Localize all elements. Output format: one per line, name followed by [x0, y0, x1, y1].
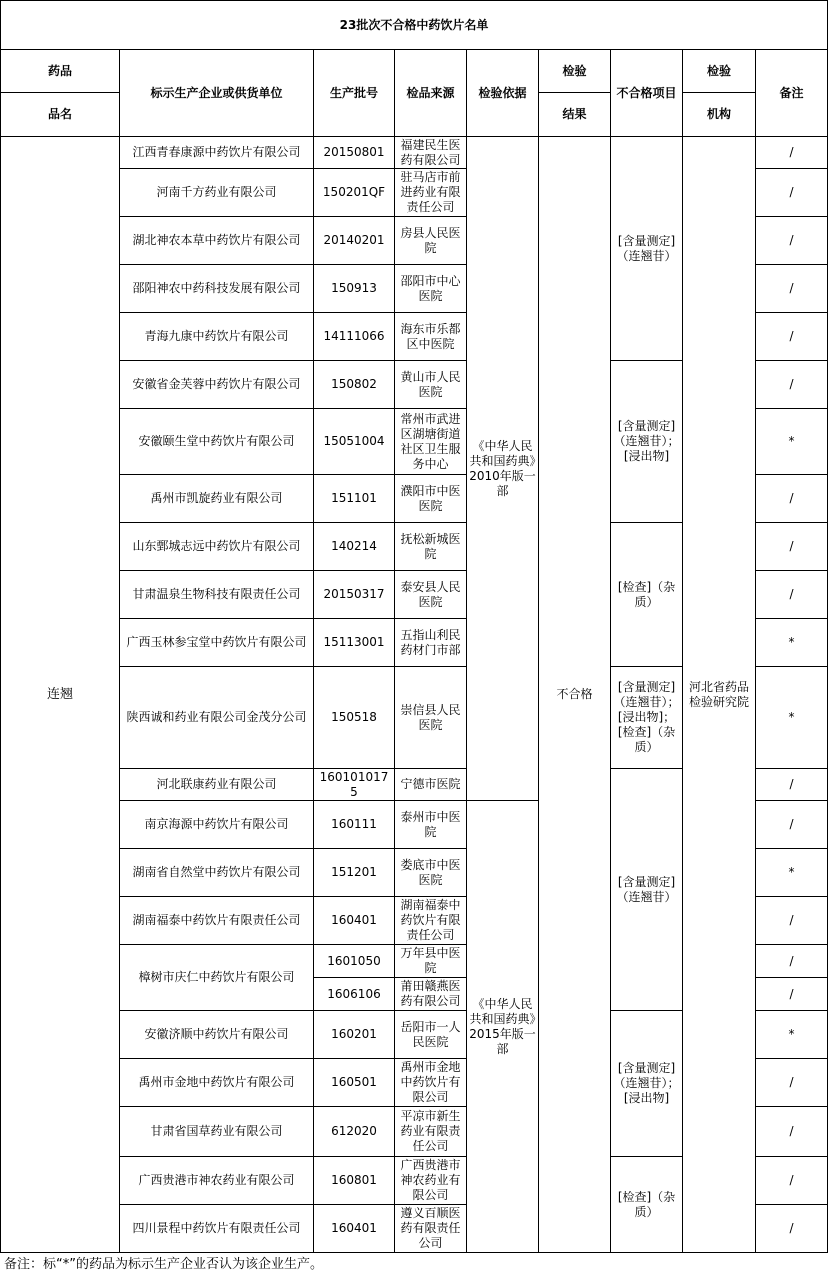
remark-cell: / [756, 475, 828, 523]
remark-cell: / [756, 1107, 828, 1157]
source-cell: 湖南福泰中药饮片有限责任公司 [395, 897, 467, 945]
source-cell: 宁德市医院 [395, 769, 467, 801]
batch-cell: 150802 [314, 361, 395, 409]
source-cell: 遵义百顺医药有限责任公司 [395, 1205, 467, 1253]
company-cell: 甘肃温泉生物科技有限责任公司 [120, 571, 314, 619]
header-org-top: 检验 [683, 50, 756, 93]
remark-cell: / [756, 1059, 828, 1107]
source-cell: 五指山利民药材门市部 [395, 619, 467, 667]
remark-cell: / [756, 897, 828, 945]
basis-2015-cell: 《中华人民共和国药典》2015年版一部 [467, 801, 539, 1253]
batch-cell: 14111066 [314, 313, 395, 361]
batch-cell: 151101 [314, 475, 395, 523]
source-cell: 泰州市中医院 [395, 801, 467, 849]
source-cell: 常州市武进区湖塘街道社区卫生服务中心 [395, 409, 467, 475]
batch-cell: 160801 [314, 1157, 395, 1205]
source-cell: 房县人民医院 [395, 217, 467, 265]
remark-cell: * [756, 1011, 828, 1059]
remark-cell: * [756, 849, 828, 897]
header-drug-bottom: 品名 [1, 93, 120, 137]
remark-cell: / [756, 217, 828, 265]
items-cell: [含量测定]（连翘苷）；[浸出物] [611, 1011, 683, 1157]
items-cell: [检查]（杂质） [611, 1157, 683, 1253]
header-source: 检品来源 [395, 50, 467, 137]
items-cell: [检查]（杂质） [611, 523, 683, 667]
remark-cell: / [756, 1205, 828, 1253]
header-items: 不合格项目 [611, 50, 683, 137]
remark-cell: / [756, 523, 828, 571]
company-cell: 江西青春康源中药饮片有限公司 [120, 137, 314, 169]
source-cell: 福建民生医药有限公司 [395, 137, 467, 169]
batch-cell: 160401 [314, 1205, 395, 1253]
remark-cell: / [756, 265, 828, 313]
result-cell: 不合格 [539, 137, 611, 1253]
source-cell: 海东市乐都区中医院 [395, 313, 467, 361]
company-cell: 河北联康药业有限公司 [120, 769, 314, 801]
header-result-bottom: 结果 [539, 93, 611, 137]
remark-cell: / [756, 1157, 828, 1205]
source-cell: 广西贵港市神农药业有限公司 [395, 1157, 467, 1205]
company-cell: 四川景程中药饮片有限责任公司 [120, 1205, 314, 1253]
items-cell: [含量测定]（连翘苷） [611, 769, 683, 1011]
org-cell: 河北省药品检验研究院 [683, 137, 756, 1253]
header-drug-top: 药品 [1, 50, 120, 93]
remark-cell: / [756, 361, 828, 409]
remark-cell: / [756, 571, 828, 619]
batch-cell: 20150317 [314, 571, 395, 619]
remark-cell: / [756, 945, 828, 978]
batch-cell: 15113001 [314, 619, 395, 667]
company-cell: 禹州市凯旋药业有限公司 [120, 475, 314, 523]
header-org-bottom: 机构 [683, 93, 756, 137]
header-batch: 生产批号 [314, 50, 395, 137]
batch-cell: 160401 [314, 897, 395, 945]
company-cell: 广西玉林参宝堂中药饮片有限公司 [120, 619, 314, 667]
source-cell: 岳阳市一人民医院 [395, 1011, 467, 1059]
batch-cell: 20150801 [314, 137, 395, 169]
drug-name-cell: 连翘 [1, 137, 120, 1253]
remark-cell: / [756, 169, 828, 217]
batch-cell: 1601010175 [314, 769, 395, 801]
batch-cell: 1601050 [314, 945, 395, 978]
source-cell: 驻马店市前进药业有限责任公司 [395, 169, 467, 217]
batch-cell: 160111 [314, 801, 395, 849]
remark-cell: / [756, 978, 828, 1011]
items-cell: [含量测定]（连翘苷）；[浸出物]；[检查]（杂质） [611, 667, 683, 769]
batch-cell: 150518 [314, 667, 395, 769]
company-cell: 安徽颐生堂中药饮片有限公司 [120, 409, 314, 475]
page-title: 23批次不合格中药饮片名单 [1, 1, 828, 50]
source-cell: 泰安县人民医院 [395, 571, 467, 619]
batch-cell: 160201 [314, 1011, 395, 1059]
batch-cell: 160501 [314, 1059, 395, 1107]
batch-cell: 150201QF [314, 169, 395, 217]
company-cell: 禹州市金地中药饮片有限公司 [120, 1059, 314, 1107]
items-cell: [含量测定]（连翘苷） [611, 137, 683, 361]
source-cell: 崇信县人民医院 [395, 667, 467, 769]
remark-cell: / [756, 801, 828, 849]
company-cell: 湖南省自然堂中药饮片有限公司 [120, 849, 314, 897]
batch-cell: 15051004 [314, 409, 395, 475]
company-cell: 樟树市庆仁中药饮片有限公司 [120, 945, 314, 1011]
batch-cell: 151201 [314, 849, 395, 897]
footnote: 备注：标“*”的药品为标示生产企业否认为该企业生产。 [4, 1257, 323, 1272]
batch-cell: 140214 [314, 523, 395, 571]
source-cell: 禹州市金地中药饮片有限公司 [395, 1059, 467, 1107]
header-remark: 备注 [756, 50, 828, 137]
company-cell: 河南千方药业有限公司 [120, 169, 314, 217]
batch-cell: 20140201 [314, 217, 395, 265]
company-cell: 青海九康中药饮片有限公司 [120, 313, 314, 361]
source-cell: 莆田赣燕医药有限公司 [395, 978, 467, 1011]
source-cell: 平凉市新生药业有限责任公司 [395, 1107, 467, 1157]
remark-cell: * [756, 619, 828, 667]
company-cell: 甘肃省国草药业有限公司 [120, 1107, 314, 1157]
company-cell: 湖北神农本草中药饮片有限公司 [120, 217, 314, 265]
source-cell: 濮阳市中医医院 [395, 475, 467, 523]
source-cell: 娄底市中医医院 [395, 849, 467, 897]
batch-cell: 1606106 [314, 978, 395, 1011]
header-company: 标示生产企业或供货单位 [120, 50, 314, 137]
remark-cell: * [756, 667, 828, 769]
source-cell: 邵阳市中心医院 [395, 265, 467, 313]
company-cell: 山东鄄城志远中药饮片有限公司 [120, 523, 314, 571]
header-result-top: 检验 [539, 50, 611, 93]
remark-cell: / [756, 313, 828, 361]
company-cell: 广西贵港市神农药业有限公司 [120, 1157, 314, 1205]
company-cell: 湖南福泰中药饮片有限责任公司 [120, 897, 314, 945]
company-cell: 安徽省金芙蓉中药饮片有限公司 [120, 361, 314, 409]
source-cell: 万年县中医院 [395, 945, 467, 978]
company-cell: 邵阳神农中药科技发展有限公司 [120, 265, 314, 313]
remark-cell: * [756, 409, 828, 475]
batch-cell: 150913 [314, 265, 395, 313]
header-basis: 检验依据 [467, 50, 539, 137]
company-cell: 安徽济顺中药饮片有限公司 [120, 1011, 314, 1059]
source-cell: 黄山市人民医院 [395, 361, 467, 409]
basis-2010-cell: 《中华人民共和国药典》2010年版一部 [467, 137, 539, 801]
batch-cell: 612020 [314, 1107, 395, 1157]
company-cell: 陕西诚和药业有限公司金茂分公司 [120, 667, 314, 769]
source-cell: 抚松新城医院 [395, 523, 467, 571]
remark-cell: / [756, 137, 828, 169]
company-cell: 南京海源中药饮片有限公司 [120, 801, 314, 849]
remark-cell: / [756, 769, 828, 801]
items-cell: [含量测定]（连翘苷）；[浸出物] [611, 361, 683, 523]
